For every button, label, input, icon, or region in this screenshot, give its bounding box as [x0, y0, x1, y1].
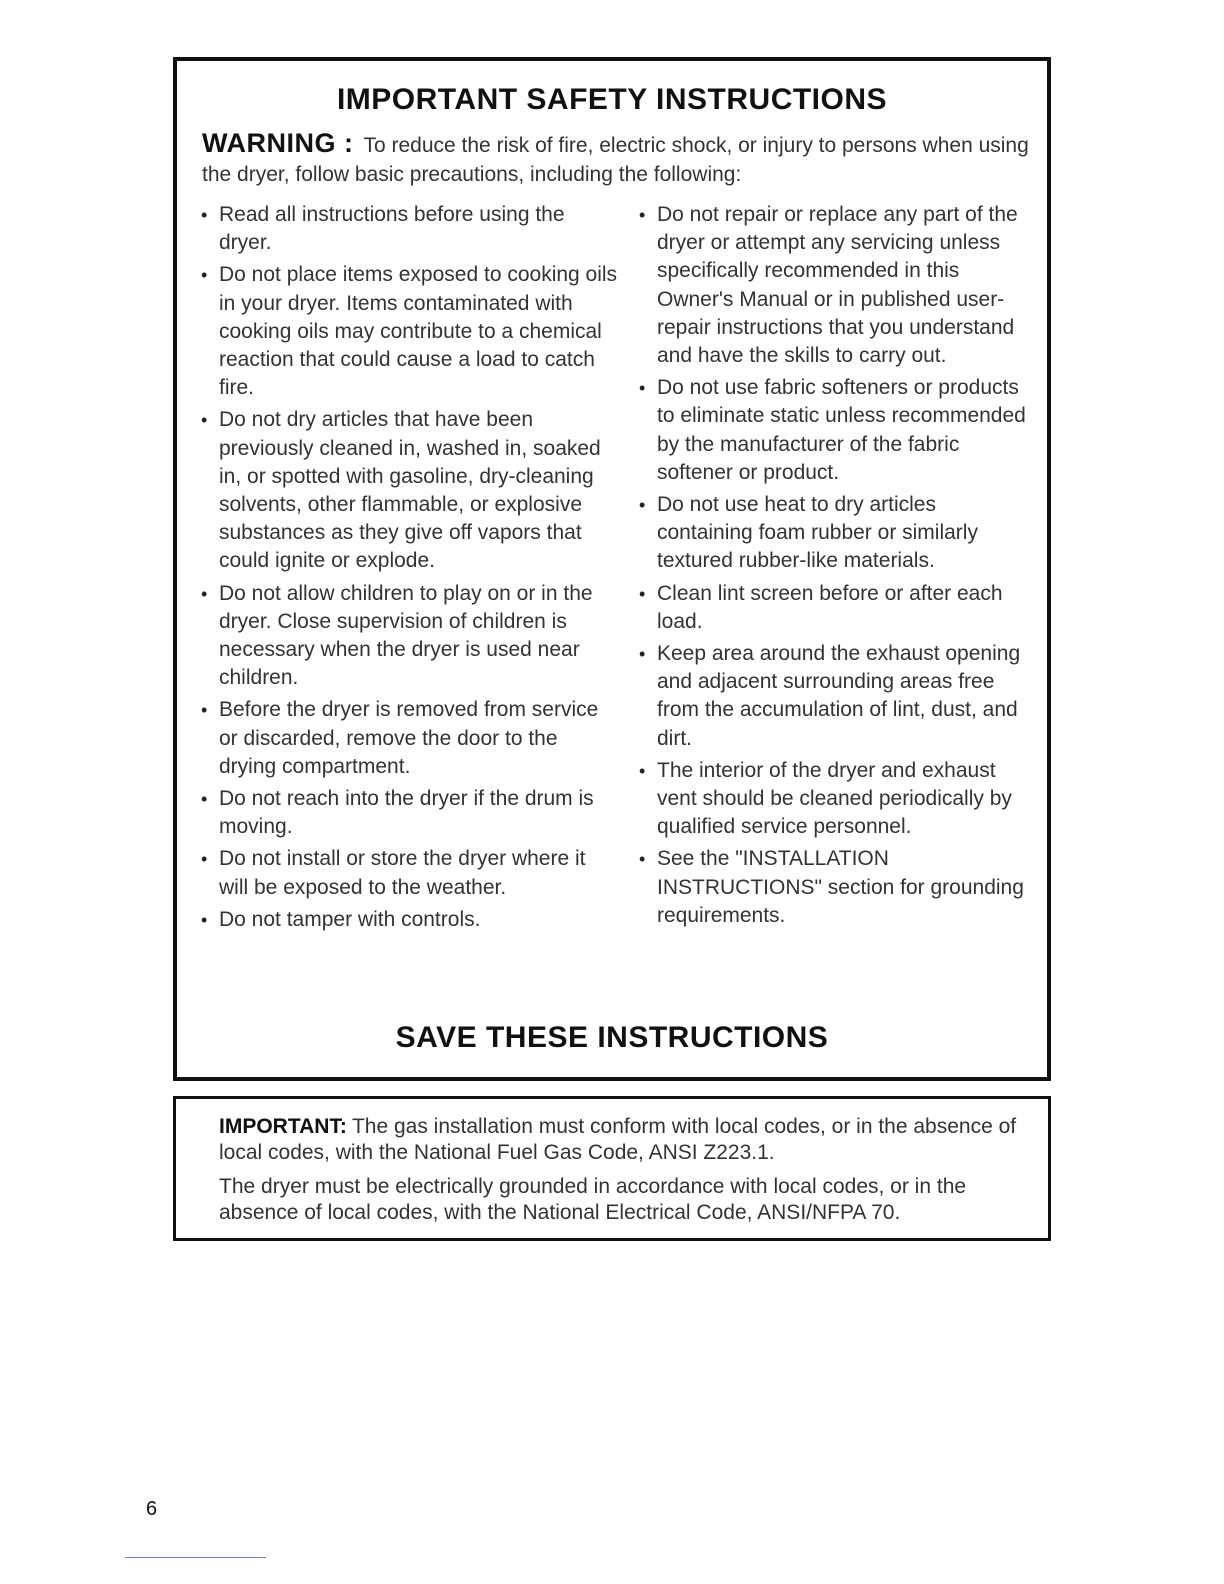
footer-rule	[125, 1557, 266, 1558]
bullet-icon: •	[201, 849, 208, 870]
safety-instructions-box	[173, 57, 1051, 1081]
list-item: • The interior of the dryer and exhaust vent should be cleaned periodically by qualified service personnel.	[639, 758, 1012, 839]
bullet-icon: •	[639, 378, 646, 399]
grounding-notice: The dryer must be electrically grounded in accordance with local codes, or in the absence of local codes, with the National Electrical Code, ANSI/NFPA 70.	[219, 1175, 967, 1224]
page-number: 6	[146, 1498, 158, 1520]
bullet-icon: •	[639, 849, 646, 870]
list-item: • Do not tamper with controls.	[199, 906, 619, 934]
bullet-icon: •	[201, 700, 208, 721]
bullet-icon: •	[201, 205, 208, 225]
list-item: • Do not repair or replace any part of the dryer or attempt any servicing unless specifically recommended in this Owner's Manual or in published user-repair instructions that you understand and have the skills to carry out.	[639, 203, 1018, 368]
safety-title: IMPORTANT SAFETY INSTRUCTIONS	[336, 83, 888, 116]
save-instructions-title: SAVE THESE INSTRUCTIONS	[395, 1021, 829, 1054]
warning-label: WARNING :	[202, 128, 354, 158]
list-item: • Do not reach into the dryer if the drum is moving.	[201, 787, 594, 839]
list-item: • See the "INSTALLATION INSTRUCTIONS" section for grounding requirements.	[639, 847, 1024, 927]
bullet-icon: •	[201, 410, 208, 431]
bullet-icon: •	[639, 583, 646, 604]
list-item: • Do not dry articles that have been previously cleaned in, washed in, soaked in, or spotted with gasoline, dry-cleaning solvents, other flammable, or explosive substances as they give off vapors that could ignite or explode.	[201, 408, 601, 573]
list-item: • Do not use heat to dry articles containing foam rubber or similarly textured rubber-like materials.	[639, 493, 978, 573]
important-label: IMPORTANT:	[219, 1115, 347, 1138]
bullet-icon: •	[201, 789, 208, 810]
bullet-icon: •	[201, 583, 208, 604]
list-item: • Before the dryer is removed from service or discarded, remove the door to the drying compartment.	[201, 698, 599, 778]
gas-installation-notice: IMPORTANT: The gas installation must conform with local codes, or in the absence of local codes, with the National Fuel Gas Code, ANSI Z223.1.	[219, 1115, 1017, 1164]
bullet-icon: •	[639, 644, 646, 665]
bullet-icon: •	[201, 265, 208, 286]
bullet-icon: •	[639, 205, 646, 225]
bullet-icon: •	[639, 760, 646, 781]
list-item: • Do not place items exposed to cooking oils in your dryer. Items contaminated with cooking oils may contribute to a chemical reaction that could cause a load to catch fire.	[201, 263, 618, 400]
bullet-icon: •	[201, 909, 208, 930]
left-instructions-list	[199, 201, 619, 938]
bullet-icon: •	[639, 495, 646, 516]
warning-block	[202, 129, 1032, 189]
list-item: • Do not allow children to play on or in the dryer. Close supervision of children is necessary when the dryer is used near children.	[201, 581, 593, 690]
right-instructions-list	[637, 201, 1037, 934]
list-item: • Read all instructions before using the dryer.	[201, 203, 565, 255]
list-item: • Clean lint screen before or after each load.	[639, 581, 1003, 633]
warning-text: To reduce the risk of fire, electric shock, or injury to persons when using the dryer, follow basic precautions, including the following:	[202, 134, 1029, 186]
important-notice-box	[173, 1096, 1051, 1241]
list-item: • Do not use fabric softeners or products to eliminate static unless recommended by the manufacturer of the fabric softener or product.	[639, 376, 1026, 484]
list-item: • Do not install or store the dryer where it will be exposed to the weather.	[201, 847, 586, 899]
list-item: • Keep area around the exhaust opening and adjacent surrounding areas free from the accumulation of lint, dust, and dirt.	[639, 642, 1021, 750]
